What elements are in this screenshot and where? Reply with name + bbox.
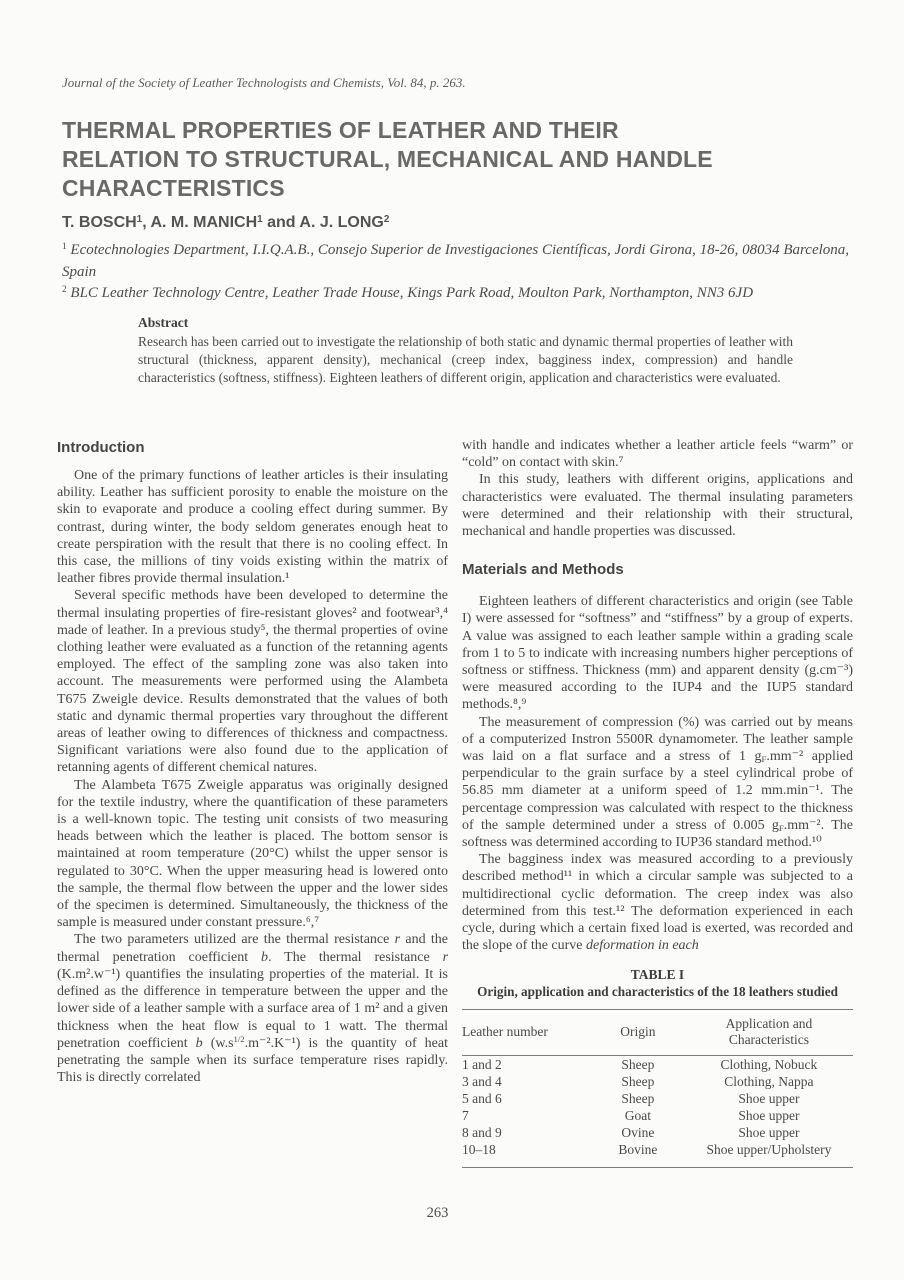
table-1-block bbox=[462, 967, 853, 1168]
table-row bbox=[462, 1107, 853, 1124]
paragraph-methods-2: The measurement of compression (%) was carried out by means of a computerized Instron 5500R dynamometer. The leather sample was laid on a flat surface and a stress of 1 $g_F.mm^{-2}$ applied perpendicular to the grain surface by a steel cylindrical probe of 56.85 mm diameter at a uniform speed of 1.2 mm.min⁻¹. The percentage compression was calculated with respect to the thickness of the sample determined under a stress of 0.005 $g_F.mm^{-2}$. The softness was determined according to IUP36 standard method.¹⁰ bbox=[462, 714, 854, 851]
right-column bbox=[462, 437, 853, 1168]
cell-leather-number: 1 and 2 bbox=[462, 1056, 502, 1072]
table-row bbox=[462, 1090, 853, 1107]
affiliations-block bbox=[62, 240, 877, 305]
paragraph-intro-continuation: with handle and indicates whether a leather article feels “warm” or “cold” on contact with skin.⁷ bbox=[462, 438, 853, 471]
cell-origin: Sheep bbox=[621, 1073, 655, 1089]
paragraph-intro-5: In this study, leathers with different origins, applications and characteristics were evaluated. The thermal insulating parameters were determined and their relationship with their structural, mechanical and handle properties was discussed. bbox=[462, 472, 853, 540]
paragraph-intro-1: One of the primary functions of leather articles is their insulating ability. Leather has sufficient porosity to enable the moisture on the skin to evaporate and produce a cooling effect during summer. By contrast, during winter, the body seldom generates enough heat to create perspiration with the result that there is no cooling effect. In this case, the millions of tiny voids existing within the matrix of leather fibres provide thermal insulation.¹ bbox=[57, 468, 448, 587]
abstract-heading: Abstract bbox=[138, 315, 189, 330]
cell-origin: Bovine bbox=[618, 1141, 658, 1157]
table-1-subtitle: Origin, application and characteristics of the 18 leathers studied bbox=[477, 984, 838, 1000]
cell-application: Shoe upper bbox=[738, 1090, 800, 1106]
paper-title bbox=[62, 116, 877, 203]
affiliation-2: $^2$ BLC Leather Technology Centre, Leather Trade House, Kings Park Road, Moulton Park, Northampton, NN3 6JD bbox=[62, 284, 754, 301]
table-row bbox=[462, 1073, 853, 1090]
paragraph-intro-2: Several specific methods have been developed to determine the thermal insulating properties of fire-resistant gloves² and footwear³,⁴ made of leather. In a previous study⁵, the thermal properties of ovine clothing leather were evaluated as a function of the retanning agents employed. The effect of the sampling zone was also taken into account. The measurements were performed using the Alambeta T675 Zweigle device. Results demonstrated that the values of both static and dynamic thermal properties vary throughout the different areas of leather owing to differences of thickness and compactness. Significant variations were also found due to the application of retanning agents of different chemical natures. bbox=[57, 588, 448, 776]
cell-application: Shoe upper bbox=[738, 1124, 800, 1140]
table-1-title: TABLE I bbox=[630, 967, 685, 983]
cell-leather-number: 8 and 9 bbox=[462, 1124, 502, 1140]
paragraph-intro-4: The two parameters utilized are the thermal resistance r and the thermal penetration coefficient b. The thermal resistance r (K.m².w⁻¹) quantifies the insulating properties of the material. It is defined as the difference in temperature between the upper and the lower side of a leather sample with a surface area of 1 m² and a given thickness when the heat flow is equal to 1 watt. The thermal penetration coefficient b $(w.s^{1/2}.m^{-2}.K^{-1})$ is the quantity of heat penetrating the sample when its surface temperature rises rapidly. This is directly correlated bbox=[57, 932, 449, 1086]
cell-application: Shoe upper bbox=[738, 1107, 800, 1123]
cell-leather-number: 7 bbox=[462, 1107, 469, 1123]
cell-leather-number: 5 and 6 bbox=[462, 1090, 502, 1106]
cell-origin: Sheep bbox=[621, 1056, 655, 1072]
affiliation-1: $^1$ Ecotechnologies Department, I.I.Q.A.B., Consejo Superior de Investigaciones Científicas, Jordi Girona, 18-26, 08034 Barcelona, Spain bbox=[62, 241, 850, 280]
cell-application: Clothing, Nappa bbox=[724, 1073, 814, 1089]
abstract-text: Research has been carried out to investigate the relationship of both static and dynamic thermal properties of leather with structural (thickness, apparent density), mechanical (creep index, bagginess index, compression) and handle characteristics (softness, stiffness). Eighteen leathers of different origin, application and characteristics were evaluated. bbox=[138, 334, 793, 386]
authors-line: T. BOSCH$^1$, A. M. MANICH$^1$ and A. J. LONG$^2$ bbox=[62, 213, 390, 231]
paper-title-line-3: CHARACTERISTICS bbox=[62, 175, 285, 201]
abstract-block bbox=[138, 315, 793, 387]
page-number: 263 bbox=[426, 1205, 449, 1221]
col-header-application: Application and Characteristics bbox=[685, 1010, 853, 1056]
journal-header-line: Journal of the Society of Leather Technologists and Chemists, Vol. 84, p. 263. bbox=[62, 75, 466, 90]
cell-origin: Goat bbox=[624, 1107, 652, 1123]
table-row bbox=[462, 1124, 853, 1141]
cell-leather-number: 10–18 bbox=[462, 1141, 496, 1157]
section-heading-materials-and-methods: Materials and Methods bbox=[462, 561, 624, 579]
table-body bbox=[462, 1056, 853, 1168]
table-row bbox=[462, 1056, 853, 1074]
paragraph-intro-3: The Alambeta T675 Zweigle apparatus was originally designed for the textile industry, where the quantification of these parameters is a well-known topic. The testing unit consists of two measuring heads between which the leather is placed. The bottom sensor is maintained at room temperature (20°C) whilst the upper sensor is regulated to 30°C. When the upper measuring head is lowered onto the sample, the thermal flow between the upper and the lower sides of the specimen is determined. Simultaneously, the thickness of the sample is measured under constant pressure.⁶,⁷ bbox=[57, 777, 448, 931]
cell-application: Shoe upper/Upholstery bbox=[706, 1141, 832, 1157]
cell-origin: Ovine bbox=[621, 1124, 655, 1140]
table-header-row bbox=[462, 1010, 853, 1056]
section-heading-introduction: Introduction bbox=[57, 439, 145, 456]
col-header-leather-number: Leather number bbox=[462, 1010, 591, 1056]
paper-title-line-1: THERMAL PROPERTIES OF LEATHER AND THEIR bbox=[62, 117, 619, 143]
paper-title-line-2: RELATION TO STRUCTURAL, MECHANICAL AND HANDLE bbox=[62, 146, 713, 172]
cell-origin: Sheep bbox=[621, 1090, 655, 1106]
cell-leather-number: 3 and 4 bbox=[462, 1073, 502, 1089]
leathers-table bbox=[462, 1009, 853, 1168]
paragraph-methods-3: The bagginess index was measured according to a previously described method¹¹ in which a circular sample was subjected to a multidirectional cyclic deformation. The creep index was also determined from this test.¹² The deformation experienced in each cycle, during which a certain fixed load is exerted, was recorded and the slope of the curve deformation in each bbox=[462, 852, 853, 954]
table-row bbox=[462, 1141, 853, 1167]
cell-application: Clothing, Nobuck bbox=[720, 1056, 818, 1072]
col-header-origin: Origin bbox=[591, 1010, 685, 1056]
left-column bbox=[57, 439, 448, 1086]
paragraph-methods-1: Eighteen leathers of different characteristics and origin (see Table I) were assessed for “softness” and “stiffness” by a group of experts. A value was assigned to each leather sample within a grading scale from 1 to 5 to indicate with increasing numbers higher perceptions of softness or stiffness. Thickness (mm) and apparent density (g.cm⁻³) were measured according to the IUP4 and the IUP5 standard methods.⁸,⁹ bbox=[462, 594, 853, 713]
